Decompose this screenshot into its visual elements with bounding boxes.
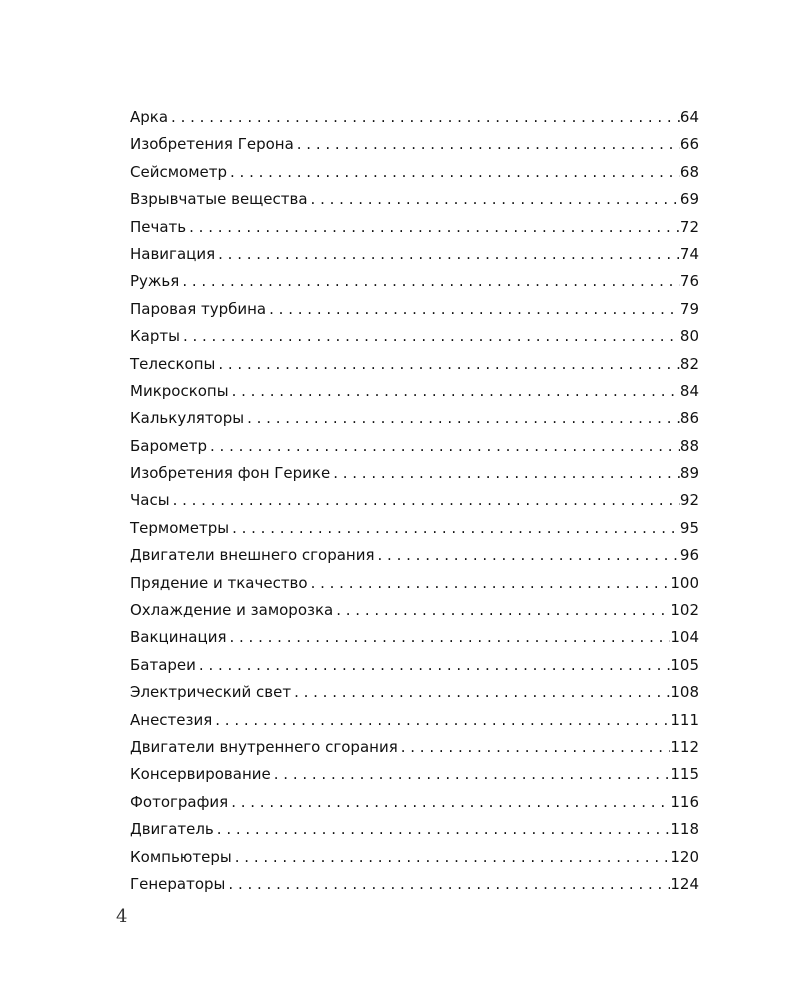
toc-entry-title: Прядение и ткачество <box>130 573 308 592</box>
toc-entry <box>130 159 699 186</box>
page-number: 4 <box>116 906 128 927</box>
dot-leader <box>232 844 671 871</box>
toc-entry <box>130 241 699 268</box>
toc-entry-title: Консервирование <box>130 765 271 784</box>
toc-entry-page: 95 <box>679 518 699 537</box>
toc-entry-title: Фотография <box>130 792 229 811</box>
toc-entry-page: 69 <box>679 190 699 209</box>
toc-entry-page: 118 <box>670 820 699 839</box>
toc-entry <box>130 844 699 871</box>
toc-entry <box>130 131 699 158</box>
toc-entry-title: Паровая турбина <box>130 299 267 318</box>
dot-leader <box>398 734 671 761</box>
dot-leader <box>333 597 670 624</box>
toc-entry-page: 104 <box>670 628 699 647</box>
toc-entry-page: 116 <box>670 792 699 811</box>
dot-leader <box>227 159 680 186</box>
toc-entry-page: 68 <box>679 162 699 181</box>
toc-entry-page: 88 <box>679 436 699 455</box>
toc-entry <box>130 487 699 514</box>
dot-leader <box>330 460 680 487</box>
toc-entry <box>130 570 699 597</box>
dot-leader <box>196 652 670 679</box>
table-of-contents <box>130 104 699 898</box>
toc-entry-page: 96 <box>679 546 699 565</box>
toc-entry-title: Изобретения Герона <box>130 135 294 154</box>
toc-entry-page: 64 <box>679 108 699 126</box>
toc-entry-page: 74 <box>679 244 699 263</box>
toc-entry-page: 124 <box>670 874 699 893</box>
toc-entry <box>130 816 699 843</box>
toc-entry-page: 89 <box>679 464 699 483</box>
toc-entry-title: Компьютеры <box>130 847 232 866</box>
dot-leader <box>308 570 671 597</box>
toc-entry <box>130 761 699 788</box>
toc-entry-title: Электрический свет <box>130 683 292 702</box>
toc-entry-page: 108 <box>670 683 699 702</box>
toc-entry <box>130 268 699 295</box>
toc-entry-page: 112 <box>670 737 699 756</box>
toc-entry-title: Микроскопы <box>130 381 229 400</box>
toc-entry-title: Изобретения фон Герике <box>130 464 331 483</box>
toc-entry <box>130 323 699 350</box>
toc-entry <box>130 378 699 405</box>
toc-entry-title: Барометр <box>130 436 207 455</box>
toc-entry-page: 72 <box>679 217 699 236</box>
toc-entry-title: Арка <box>130 108 169 126</box>
toc-entry-title: Часы <box>130 491 170 510</box>
toc-entry <box>130 734 699 761</box>
toc-entry <box>130 186 699 213</box>
dot-leader <box>170 487 680 514</box>
toc-entry <box>130 104 699 131</box>
toc-entry-page: 120 <box>670 847 699 866</box>
dot-leader <box>179 268 680 295</box>
dot-leader <box>207 433 680 460</box>
dot-leader <box>214 816 671 843</box>
toc-entry-page: 80 <box>679 327 699 346</box>
toc-entry <box>130 624 699 651</box>
dot-leader <box>215 351 680 378</box>
toc-entry-page: 100 <box>670 573 699 592</box>
dot-leader <box>271 761 671 788</box>
dot-leader <box>212 707 670 734</box>
toc-entry <box>130 707 699 734</box>
toc-entry-page: 84 <box>679 381 699 400</box>
dot-leader <box>266 296 680 323</box>
dot-leader <box>229 515 680 542</box>
dot-leader <box>244 405 680 432</box>
toc-entry-title: Анестезия <box>130 710 213 729</box>
dot-leader <box>215 241 680 268</box>
toc-entry <box>130 433 699 460</box>
toc-entry-page: 115 <box>670 765 699 784</box>
toc-entry-page: 102 <box>670 601 699 620</box>
toc-entry-title: Взрывчатые вещества <box>130 190 308 209</box>
toc-entry-title: Сейсмометр <box>130 162 227 181</box>
dot-leader <box>168 104 680 131</box>
toc-entry-page: 66 <box>679 135 699 154</box>
toc-entry-title: Двигатели внутреннего сгорания <box>130 737 398 756</box>
dot-leader <box>291 679 670 706</box>
dot-leader <box>229 378 680 405</box>
dot-leader <box>375 542 680 569</box>
toc-entry <box>130 296 699 323</box>
toc-entry-title: Вакцинация <box>130 628 227 647</box>
toc-entry-title: Навигация <box>130 244 216 263</box>
toc-entry-title: Генераторы <box>130 874 226 893</box>
toc-entry-title: Карты <box>130 327 180 346</box>
toc-entry-title: Печать <box>130 217 187 236</box>
dot-leader <box>228 789 670 816</box>
toc-entry-page: 76 <box>679 272 699 291</box>
toc-entry-page: 82 <box>679 354 699 373</box>
toc-entry <box>130 351 699 378</box>
toc-entry <box>130 597 699 624</box>
toc-entry <box>130 214 699 241</box>
toc-entry-title: Двигатели внешнего сгорания <box>130 546 375 565</box>
toc-entry <box>130 789 699 816</box>
toc-entry-page: 86 <box>679 409 699 428</box>
dot-leader <box>308 186 680 213</box>
dot-leader <box>226 624 670 651</box>
toc-entry-title: Калькуляторы <box>130 409 245 428</box>
toc-entry-title: Термометры <box>130 518 230 537</box>
dot-leader <box>180 323 680 350</box>
toc-entry-page: 92 <box>679 491 699 510</box>
toc-entry-title: Ружья <box>130 272 180 291</box>
toc-entry <box>130 871 699 898</box>
toc-entry <box>130 460 699 487</box>
toc-entry <box>130 542 699 569</box>
toc-entry <box>130 679 699 706</box>
dot-leader <box>186 214 680 241</box>
toc-entry-page: 105 <box>670 655 699 674</box>
toc-entry-page: 79 <box>679 299 699 318</box>
toc-entry-title: Двигатель <box>130 820 214 839</box>
toc-entry <box>130 515 699 542</box>
toc-entry <box>130 405 699 432</box>
toc-entry-title: Батареи <box>130 655 196 674</box>
dot-leader <box>294 131 680 158</box>
toc-entry-page: 111 <box>670 710 699 729</box>
toc-entry <box>130 652 699 679</box>
toc-entry-title: Телескопы <box>130 354 216 373</box>
toc-entry-title: Охлаждение и заморозка <box>130 601 334 620</box>
dot-leader <box>225 871 670 898</box>
